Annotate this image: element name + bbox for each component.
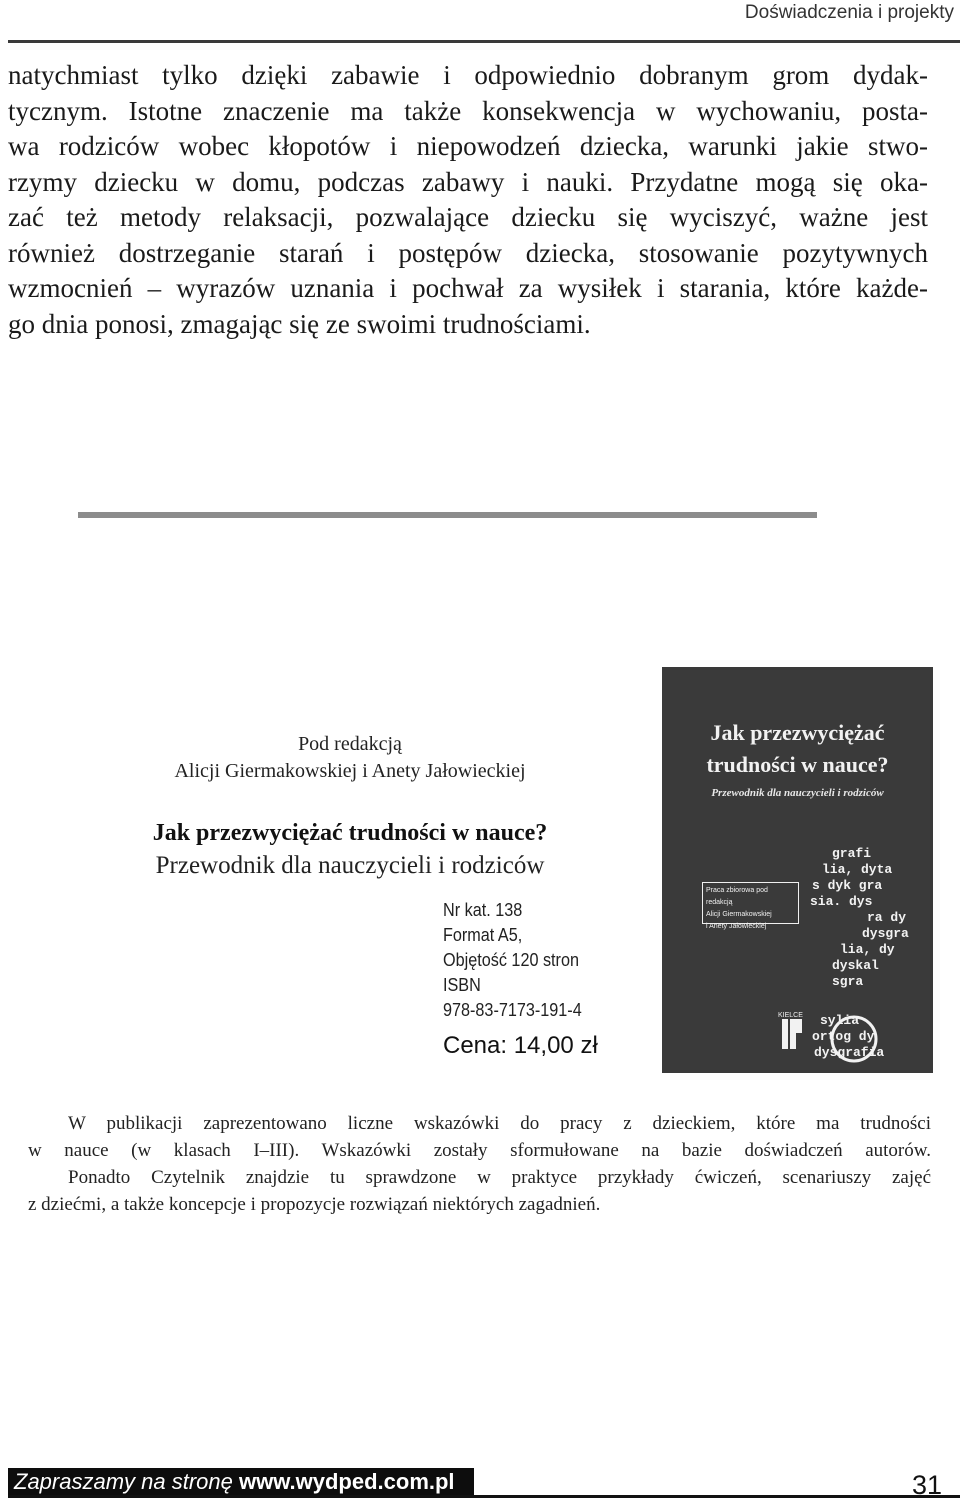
svg-text:ortog dy: ortog dy [812,1029,875,1044]
svg-text:ra dy: ra dy [867,910,907,925]
footer-rule [8,1495,960,1498]
book-subtitle: Przewodnik dla nauczycieli i rodziców [155,852,545,879]
book-cover [662,667,933,1073]
intro-line: również dostrzeganie starań i postępów dziecka, stosowanie pozytywnych [8,237,928,268]
cover-subtitle: Przewodnik dla nauczycieli i rodziców [711,787,884,799]
intro-line: zać też metody relaksacji, pozwalające dziecku się wyciszyć, ważne jest [8,202,928,232]
book-price: Cena: 14,00 zł [443,1032,598,1059]
description-line: w nauce (w klasach I–III). Wskazówki zostały sformułowane na bazie doświadczeń autorów. [28,1140,931,1161]
description-line: z dziećmi, a także koncepcje i propozycje rozwiązań niektórych zagadnień. [28,1194,601,1215]
svg-text:dyskal: dyskal [832,958,879,973]
description-paragraph [28,1110,931,1218]
book-details [443,898,582,1023]
editor-names: Alicji Giermakowskiej i Anety Jałowieckiej [174,760,526,782]
svg-text:grafi: grafi [832,846,872,861]
publisher-logo-icon [780,1019,802,1051]
svg-text:s dyk gra: s dyk gra [812,878,883,893]
header-rule [8,40,960,43]
isbn-number: 978-83-7173-191-4 [443,1000,582,1020]
cover-box-line: Praca zbiorowa pod redakcją [706,887,768,906]
running-header: Doświadczenia i projekty [744,2,954,23]
footer-invite [14,1469,455,1495]
catalog-number: Nr kat. 138 [443,900,523,920]
footer-url-link[interactable]: www.wydped.com.pl [239,1469,455,1494]
book-title: Jak przezwyciężać trudności w nauce? [152,820,548,846]
cover-publisher: KIELCE [778,1012,803,1019]
svg-text:lia, dy: lia, dy [840,942,895,957]
svg-text:sia. dys: sia. dys [810,894,873,909]
svg-text:sgra: sgra [832,974,864,989]
cover-title-line: Jak przezwyciężać [710,720,885,745]
cover-box-line: i Anety Jałowieckiej [706,923,767,930]
svg-text:sylia: sylia [820,1013,860,1028]
format: Format A5, [443,925,523,945]
description-line: W publikacji zaprezentowano liczne wskazówki do pracy z dzieckiem, które ma trudności [68,1113,931,1134]
intro-line: wzmocnień – wyrazów uznania i pochwał za wysiłek i starania, które każde- [8,273,928,303]
svg-text:dysgra: dysgra [862,926,909,941]
intro-line: tycznym. Istotne znaczenie ma także konsekwencja w wychowaniu, posta- [8,95,928,126]
section-divider [78,512,817,518]
page-number: 31 [912,1470,943,1500]
svg-text:lia, dyta: lia, dyta [822,862,893,877]
intro-line: go dnia ponosi, zmagając się ze swoimi trudnościami. [8,308,591,339]
cover-editors-box [702,882,799,930]
editor-label: Pod redakcją [298,733,402,755]
cover-title [662,717,933,781]
intro-line: rzymy dziecku w domu, podczas zabawy i nauki. Przydatne mogą się oka- [8,166,928,197]
footer-invite-text: Zapraszamy na stronę [14,1469,233,1494]
intro-line: wa rodziców wobec kłopotów i niepowodzeń dziecka, warunki jakie stwo- [8,131,928,161]
description-line: Ponadto Czytelnik znajdzie tu sprawdzone w praktyce przykłady ćwiczeń, scenariuszy zajęć [68,1167,931,1188]
page-count: Objętość 120 stron [443,950,579,970]
intro-line: natychmiast tylko dzięki zabawie i odpowiednio dobranym grom dydak- [8,60,928,90]
svg-text:dysgrafia: dysgrafia [814,1045,885,1060]
cover-title-line: trudności w nauce? [706,752,889,777]
intro-paragraph [8,58,928,342]
isbn-label: ISBN [443,975,481,995]
cover-box-line: Alicji Giermakowskiej [706,911,772,918]
